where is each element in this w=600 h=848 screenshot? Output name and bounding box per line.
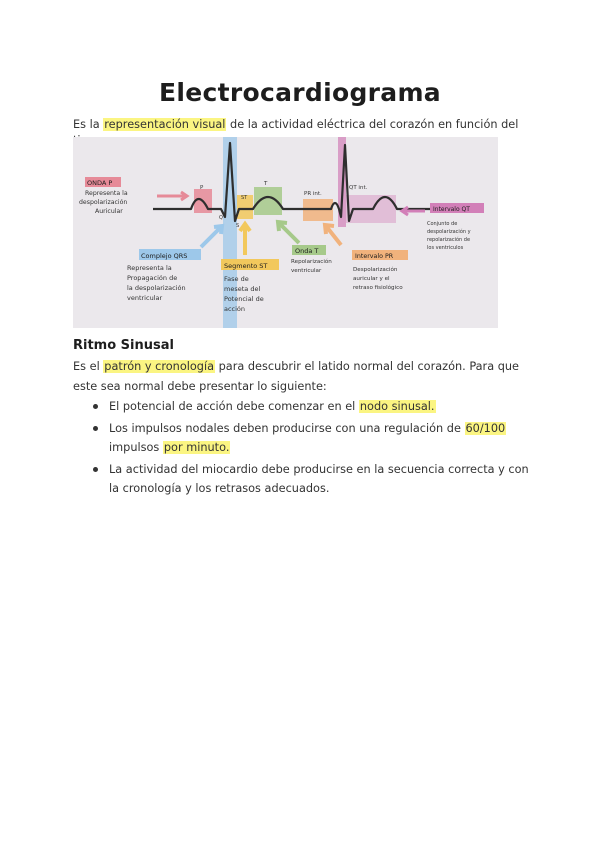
st-desc-3: Potencial de: [224, 295, 264, 303]
para-text-after: para descubrir el latido normal del corazón. Para que este sea normal debe presentar lo siguiente:: [73, 360, 519, 393]
qrs-tag: Complejo QRS: [141, 252, 188, 260]
qt-desc-4: los ventriculos: [427, 245, 464, 251]
st-desc-2: meseta del: [224, 285, 261, 293]
bullet-2-highlight: 60/100: [465, 421, 506, 435]
pr-tag: Intervalo PR: [355, 253, 394, 260]
qrs-desc-2: Propagación de: [127, 274, 178, 282]
bullet-1-highlight: nodo sinusal.: [359, 400, 435, 413]
qrs-desc-1: Representa la: [127, 264, 172, 272]
onda-t-desc-2: ventricular: [291, 268, 322, 274]
page-title: Electrocardiograma: [159, 78, 441, 107]
section-title: Ritmo Sinusal: [73, 338, 174, 353]
st-desc-4: acción: [224, 305, 246, 313]
qt-desc-2: despolarización y: [427, 229, 471, 235]
bullet-1-text: El potencial de acción debe comenzar en el: [109, 400, 359, 413]
list-item: [93, 419, 533, 458]
requirements-list: [93, 397, 533, 501]
bullet-3-text: La actividad del miocardio debe producirse en la secuencia correcta y con la cronología y los retrasos adecuados.: [109, 462, 529, 495]
bullet-2-text-after: impulsos: [109, 441, 163, 454]
wave-label-q: Q: [219, 215, 223, 221]
para-text-before: Es el: [73, 360, 104, 373]
onda-t-tag: Onda T: [295, 247, 319, 255]
bullet-dot-icon: [93, 404, 98, 409]
intro-highlight: representación visual: [104, 118, 226, 131]
intro-text-before: Es la: [73, 118, 104, 131]
onda-p-desc-3: Auricular: [95, 208, 123, 215]
wave-label-p: P: [200, 185, 204, 191]
onda-p-desc-2: despolarización: [79, 199, 128, 206]
intro-text-after: de la actividad eléctrica del corazón en función del: [230, 118, 519, 131]
qt-desc-3: repolarización de: [427, 237, 471, 243]
section-paragraph: [73, 357, 533, 396]
bullet-dot-icon: [93, 467, 98, 472]
wave-label-s: S: [236, 223, 240, 229]
wave-label-t: T: [264, 181, 268, 187]
bullet-dot-icon: [93, 426, 98, 431]
onda-p-tag: ONDA P: [87, 179, 113, 187]
st-desc-1: Fase de: [224, 275, 249, 283]
qrs-desc-4: ventricular: [127, 294, 163, 302]
onda-p-desc-1: Representa la: [85, 190, 128, 197]
wave-label-qt-int: QT int.: [349, 185, 368, 191]
list-item: [93, 397, 533, 417]
qt-desc-1: Conjunto de: [427, 221, 458, 227]
ecg-figure: [73, 137, 498, 328]
wave-label-pr-int: PR int.: [304, 191, 322, 197]
st-tag: Segmento ST: [224, 262, 268, 270]
pr-desc-2: auricular y el: [353, 276, 390, 282]
bullet-2-text: Los impulsos nodales deben producirse con una regulación de: [109, 421, 465, 435]
qt-tag: Intervalo QT: [433, 206, 470, 213]
para-highlight: patrón y cronología: [104, 360, 215, 373]
qrs-desc-3: la despolarización: [127, 284, 186, 292]
pr-desc-1: Despolarización: [353, 267, 398, 273]
list-item: [93, 460, 533, 499]
onda-t-desc-1: Repolarización: [291, 259, 332, 265]
ecg-diagram: [73, 137, 498, 328]
bullet-2-highlight-2: por minuto.: [163, 441, 230, 454]
pr-desc-3: retraso fisiológico: [353, 285, 403, 291]
wave-label-st: ST: [241, 195, 248, 201]
